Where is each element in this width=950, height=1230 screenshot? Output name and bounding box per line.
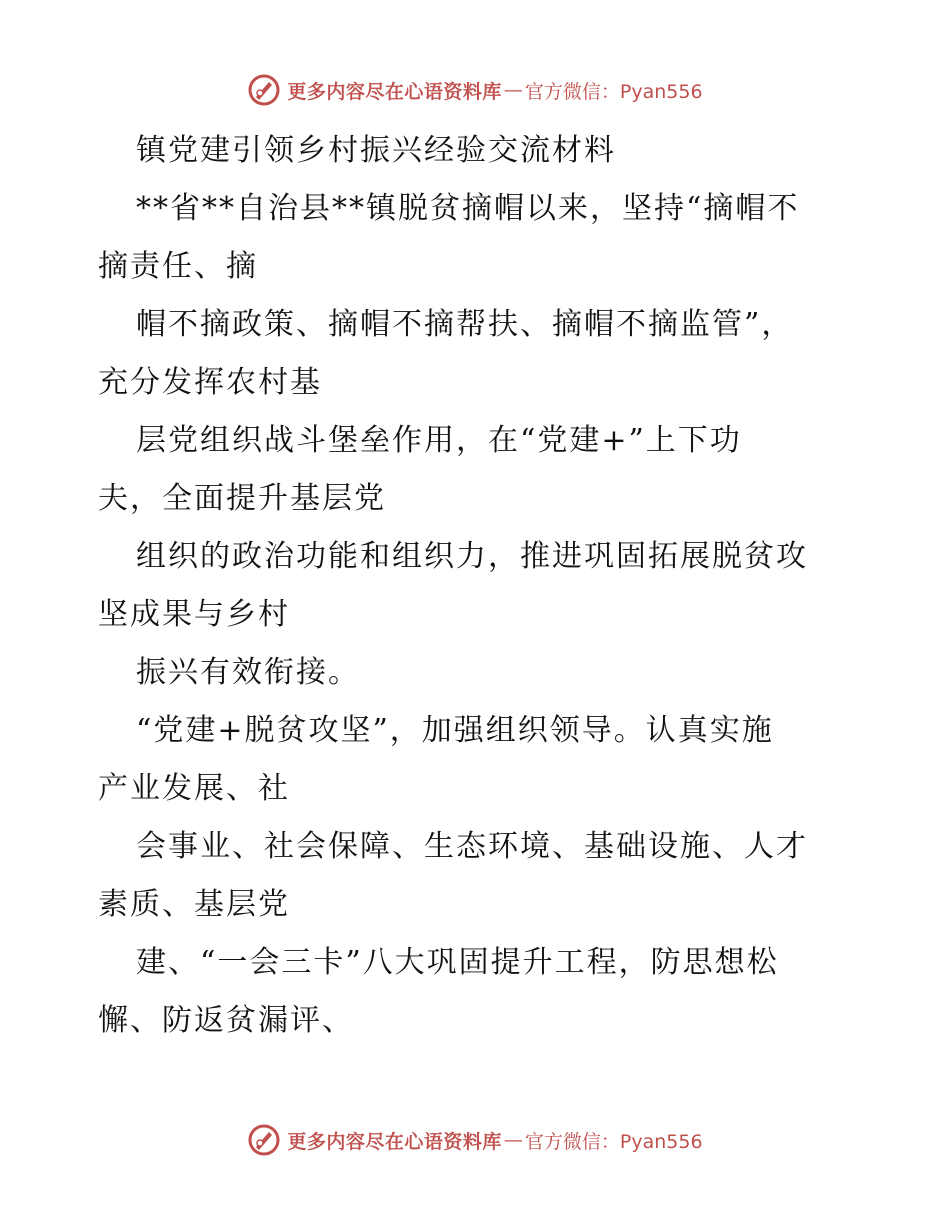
text-line: 产业发展、社 <box>98 771 290 806</box>
text-line: 振兴有效衔接。 <box>136 655 360 690</box>
banner-separator: — <box>503 1129 523 1151</box>
text-line: “党建+脱贫攻坚”，加强组织领导。认真实施 <box>136 713 774 748</box>
text-line: 组织的政治功能和组织力，推进巩固拓展脱贫攻 <box>136 539 808 574</box>
banner-site-name: 更多内容尽在心语资料库 <box>287 80 502 103</box>
document-title: 镇党建引领乡村振兴经验交流材料 <box>136 133 616 168</box>
text-line: 夫，全面提升基层党 <box>98 481 386 516</box>
text-line: 懈、防返贫漏评、 <box>98 1003 354 1038</box>
banner-wechat: 官方微信：Pyan556 <box>524 1130 703 1153</box>
banner-separator: — <box>503 79 523 101</box>
header-banner <box>0 70 950 110</box>
text-line: 层党组织战斗堡垒作用，在“党建+”上下功 <box>136 423 742 458</box>
footer-banner <box>0 1120 950 1160</box>
brand-logo-icon <box>247 73 281 107</box>
text-line: 帽不摘政策、摘帽不摘帮扶、摘帽不摘监管”， <box>136 307 794 342</box>
text-line: 摘责任、摘 <box>98 249 258 284</box>
text-line: 坚成果与乡村 <box>98 597 290 632</box>
text-line: 会事业、社会保障、生态环境、基础设施、人才 <box>136 829 808 864</box>
text-line: 素质、基层党 <box>98 887 290 922</box>
banner-site-name: 更多内容尽在心语资料库 <box>287 1130 502 1153</box>
text-line: 充分发挥农村基 <box>98 365 322 400</box>
banner-wechat: 官方微信：Pyan556 <box>524 80 703 103</box>
text-line: 建、“一会三卡”八大巩固提升工程，防思想松 <box>136 945 779 980</box>
brand-logo-icon <box>247 1123 281 1157</box>
text-line: **省**自治县**镇脱贫摘帽以来，坚持“摘帽不 <box>136 191 800 226</box>
